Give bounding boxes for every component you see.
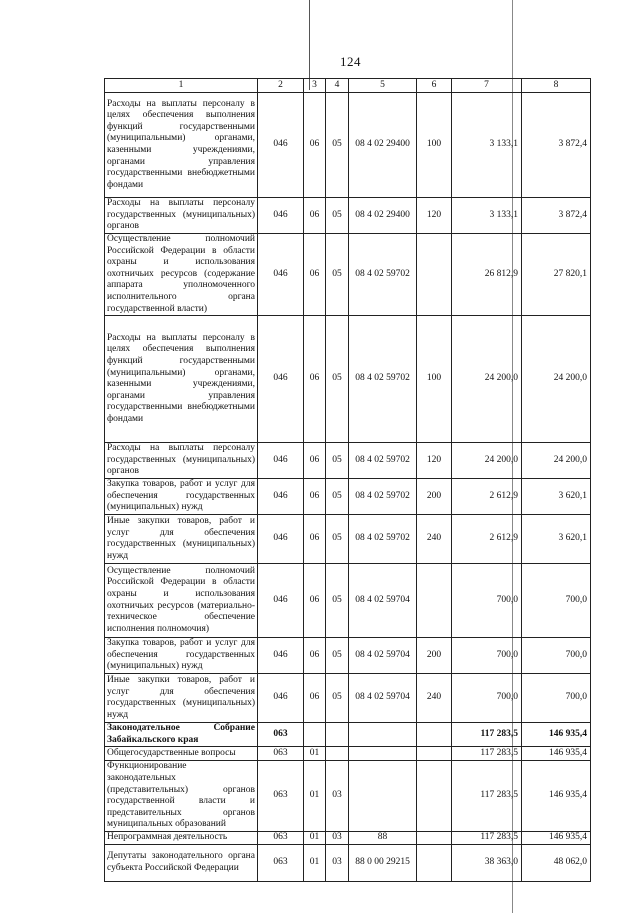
column-header: 6 bbox=[417, 79, 452, 93]
column-header: 1 bbox=[105, 79, 258, 93]
admin-code: 046 bbox=[258, 638, 304, 674]
section-code bbox=[304, 723, 326, 747]
column-header: 7 bbox=[452, 79, 522, 93]
row-description: Расходы на выплаты персоналу государственных (муниципальных) органов bbox=[105, 443, 258, 479]
column-header: 5 bbox=[349, 79, 417, 93]
row-description: Расходы на выплаты персоналу в целях обеспечения выполнения функций государственными (муниципальными) органами, казенными учреждениями, органами управления государственными внебюджетными фондами bbox=[105, 316, 258, 443]
admin-code: 046 bbox=[258, 316, 304, 443]
amount-year-2: 146 935,4 bbox=[522, 723, 591, 747]
admin-code: 046 bbox=[258, 234, 304, 316]
target-article-code: 08 4 02 59702 bbox=[349, 443, 417, 479]
column-header: 3 bbox=[304, 79, 326, 93]
amount-year-1: 3 133,1 bbox=[452, 93, 522, 198]
amount-year-2: 146 935,4 bbox=[522, 761, 591, 832]
amount-year-1: 3 133,1 bbox=[452, 198, 522, 234]
table-row bbox=[105, 443, 591, 479]
section-code: 06 bbox=[304, 674, 326, 723]
subsection-code: 03 bbox=[326, 761, 349, 832]
subsection-code: 05 bbox=[326, 515, 349, 564]
scan-artifact-line bbox=[309, 0, 310, 90]
table-row bbox=[105, 831, 591, 844]
target-article-code: 08 4 02 59704 bbox=[349, 638, 417, 674]
row-description: Депутаты законодательного органа субъекта Российской Федерации bbox=[105, 844, 258, 881]
target-article-code: 08 4 02 29400 bbox=[349, 198, 417, 234]
amount-year-1: 117 283,5 bbox=[452, 747, 522, 761]
target-article-code bbox=[349, 761, 417, 832]
amount-year-2: 700,0 bbox=[522, 564, 591, 638]
admin-code: 046 bbox=[258, 564, 304, 638]
admin-code: 063 bbox=[258, 844, 304, 881]
row-description: Непрограммная деятельность bbox=[105, 831, 258, 844]
row-description: Осуществление полномочий Российской Федерации в области охраны и использования охотничьих ресурсов (содержание аппарата уполномоченного исполнительного органа государственной власти) bbox=[105, 234, 258, 316]
page-number: 124 bbox=[340, 54, 361, 69]
section-code: 06 bbox=[304, 515, 326, 564]
expense-type-code: 120 bbox=[417, 198, 452, 234]
table-header-row bbox=[105, 79, 591, 93]
amount-year-1: 2 612,9 bbox=[452, 479, 522, 515]
amount-year-2: 146 935,4 bbox=[522, 747, 591, 761]
expense-type-code bbox=[417, 564, 452, 638]
table-row bbox=[105, 747, 591, 761]
amount-year-1: 38 363,0 bbox=[452, 844, 522, 881]
table-row bbox=[105, 674, 591, 723]
amount-year-1: 24 200,0 bbox=[452, 316, 522, 443]
table-row bbox=[105, 515, 591, 564]
budget-table bbox=[104, 78, 591, 882]
amount-year-2: 3 620,1 bbox=[522, 479, 591, 515]
subsection-code: 05 bbox=[326, 638, 349, 674]
table-row bbox=[105, 93, 591, 198]
row-description: Иные закупки товаров, работ и услуг для обеспечения государственных (муниципальных) нужд bbox=[105, 674, 258, 723]
expense-type-code bbox=[417, 831, 452, 844]
table-row bbox=[105, 316, 591, 443]
section-code: 06 bbox=[304, 479, 326, 515]
expense-type-code: 120 bbox=[417, 443, 452, 479]
table-row bbox=[105, 198, 591, 234]
section-code: 06 bbox=[304, 93, 326, 198]
subsection-code: 05 bbox=[326, 93, 349, 198]
table-row bbox=[105, 638, 591, 674]
column-header: 8 bbox=[522, 79, 591, 93]
row-description: Функционирование законодательных (представительных) органов государственной власти и представительных органов муниципальных образований bbox=[105, 761, 258, 832]
target-article-code: 88 0 00 29215 bbox=[349, 844, 417, 881]
row-description: Расходы на выплаты персоналу в целях обеспечения выполнения функций государственными (муниципальными) органами, казенными учреждениями, органами управления государственными внебюджетными фондами bbox=[105, 93, 258, 198]
column-header: 2 bbox=[258, 79, 304, 93]
expense-type-code: 100 bbox=[417, 316, 452, 443]
amount-year-2: 24 200,0 bbox=[522, 443, 591, 479]
admin-code: 046 bbox=[258, 674, 304, 723]
section-code: 06 bbox=[304, 443, 326, 479]
subsection-code: 05 bbox=[326, 674, 349, 723]
table-row bbox=[105, 761, 591, 832]
admin-code: 046 bbox=[258, 515, 304, 564]
table-row bbox=[105, 479, 591, 515]
expense-type-code bbox=[417, 234, 452, 316]
expense-type-code bbox=[417, 761, 452, 832]
expense-type-code: 240 bbox=[417, 515, 452, 564]
table-row bbox=[105, 844, 591, 881]
expense-type-code: 200 bbox=[417, 479, 452, 515]
amount-year-2: 24 200,0 bbox=[522, 316, 591, 443]
section-code: 06 bbox=[304, 198, 326, 234]
admin-code: 046 bbox=[258, 198, 304, 234]
section-code: 06 bbox=[304, 316, 326, 443]
section-code: 01 bbox=[304, 844, 326, 881]
table-row bbox=[105, 723, 591, 747]
table-row bbox=[105, 234, 591, 316]
expense-type-code: 100 bbox=[417, 93, 452, 198]
section-code: 06 bbox=[304, 234, 326, 316]
expense-type-code bbox=[417, 723, 452, 747]
amount-year-2: 700,0 bbox=[522, 674, 591, 723]
table-row bbox=[105, 564, 591, 638]
section-code: 01 bbox=[304, 761, 326, 832]
row-description: Расходы на выплаты персоналу государственных (муниципальных) органов bbox=[105, 198, 258, 234]
subsection-code: 05 bbox=[326, 234, 349, 316]
admin-code: 063 bbox=[258, 761, 304, 832]
column-header: 4 bbox=[326, 79, 349, 93]
admin-code: 063 bbox=[258, 747, 304, 761]
row-description: Законодательное Собрание Забайкальского края bbox=[105, 723, 258, 747]
target-article-code: 08 4 02 59702 bbox=[349, 479, 417, 515]
section-code: 06 bbox=[304, 564, 326, 638]
subsection-code: 03 bbox=[326, 831, 349, 844]
amount-year-1: 700,0 bbox=[452, 674, 522, 723]
amount-year-2: 27 820,1 bbox=[522, 234, 591, 316]
amount-year-1: 24 200,0 bbox=[452, 443, 522, 479]
amount-year-2: 700,0 bbox=[522, 638, 591, 674]
row-description: Иные закупки товаров, работ и услуг для обеспечения государственных (муниципальных) нужд bbox=[105, 515, 258, 564]
target-article-code: 08 4 02 59702 bbox=[349, 234, 417, 316]
amount-year-1: 700,0 bbox=[452, 638, 522, 674]
section-code: 01 bbox=[304, 831, 326, 844]
admin-code: 046 bbox=[258, 479, 304, 515]
expense-type-code bbox=[417, 747, 452, 761]
target-article-code: 08 4 02 59702 bbox=[349, 316, 417, 443]
subsection-code: 05 bbox=[326, 316, 349, 443]
section-code: 01 bbox=[304, 747, 326, 761]
row-description: Закупка товаров, работ и услуг для обеспечения государственных (муниципальных) нужд bbox=[105, 479, 258, 515]
amount-year-1: 700,0 bbox=[452, 564, 522, 638]
expense-type-code bbox=[417, 844, 452, 881]
target-article-code: 08 4 02 59704 bbox=[349, 564, 417, 638]
amount-year-1: 26 812,9 bbox=[452, 234, 522, 316]
amount-year-2: 48 062,0 bbox=[522, 844, 591, 881]
target-article-code bbox=[349, 747, 417, 761]
section-code: 06 bbox=[304, 638, 326, 674]
row-description: Осуществление полномочий Российской Федерации в области охраны и использования охотничьих ресурсов (материально-техническое обеспечение исполнения полномочия) bbox=[105, 564, 258, 638]
amount-year-1: 2 612,9 bbox=[452, 515, 522, 564]
admin-code: 046 bbox=[258, 93, 304, 198]
subsection-code: 05 bbox=[326, 198, 349, 234]
admin-code: 063 bbox=[258, 723, 304, 747]
expense-type-code: 240 bbox=[417, 674, 452, 723]
amount-year-2: 146 935,4 bbox=[522, 831, 591, 844]
subsection-code: 03 bbox=[326, 844, 349, 881]
subsection-code: 05 bbox=[326, 443, 349, 479]
amount-year-1: 117 283,5 bbox=[452, 831, 522, 844]
subsection-code bbox=[326, 747, 349, 761]
target-article-code: 08 4 02 59704 bbox=[349, 674, 417, 723]
admin-code: 063 bbox=[258, 831, 304, 844]
row-description: Закупка товаров, работ и услуг для обеспечения государственных (муниципальных) нужд bbox=[105, 638, 258, 674]
subsection-code bbox=[326, 723, 349, 747]
target-article-code: 08 4 02 59702 bbox=[349, 515, 417, 564]
row-description: Общегосударственные вопросы bbox=[105, 747, 258, 761]
target-article-code bbox=[349, 723, 417, 747]
target-article-code: 08 4 02 29400 bbox=[349, 93, 417, 198]
admin-code: 046 bbox=[258, 443, 304, 479]
amount-year-2: 3 872,4 bbox=[522, 198, 591, 234]
target-article-code: 88 bbox=[349, 831, 417, 844]
amount-year-2: 3 872,4 bbox=[522, 93, 591, 198]
subsection-code: 05 bbox=[326, 479, 349, 515]
amount-year-1: 117 283,5 bbox=[452, 723, 522, 747]
expense-type-code: 200 bbox=[417, 638, 452, 674]
amount-year-2: 3 620,1 bbox=[522, 515, 591, 564]
amount-year-1: 117 283,5 bbox=[452, 761, 522, 832]
subsection-code: 05 bbox=[326, 564, 349, 638]
